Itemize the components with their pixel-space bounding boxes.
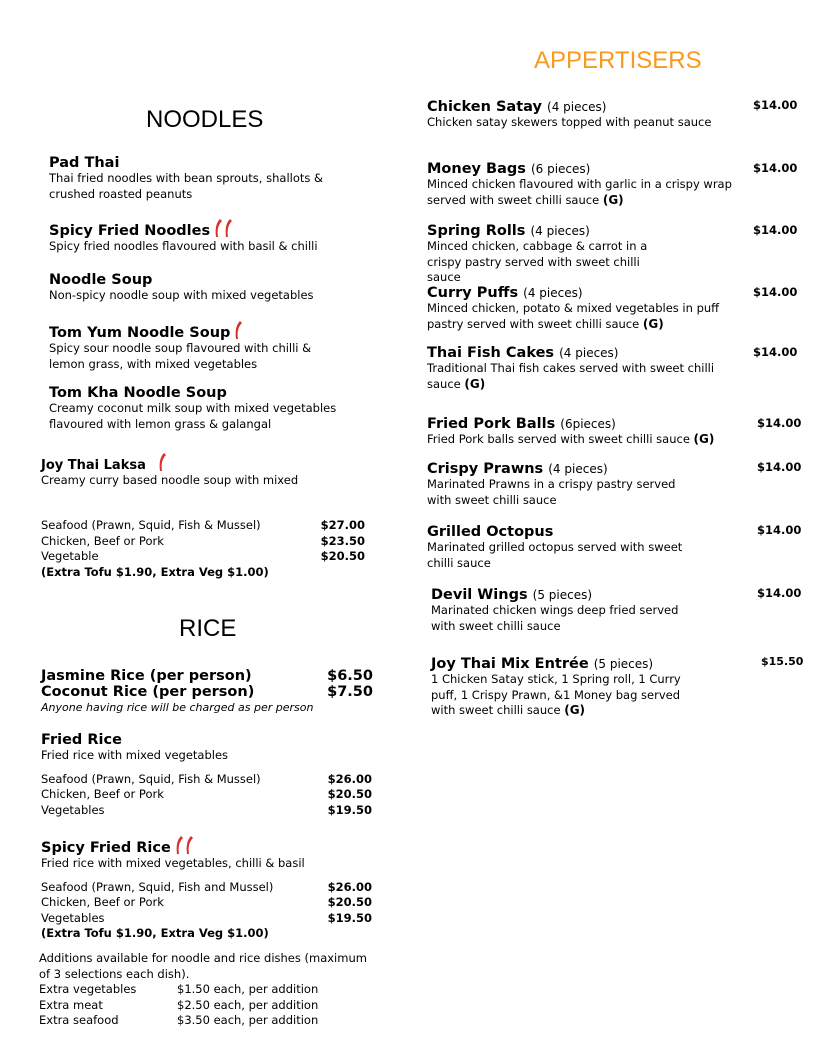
item-desc: Spicy sour noodle soup flavoured with chilli & lemon grass, with mixed vegetables	[49, 341, 312, 371]
price-row	[41, 668, 373, 684]
item-name: Fried Rice	[41, 732, 122, 748]
menu-item	[427, 461, 697, 508]
item-name: Coconut Rice (per person)	[41, 684, 255, 700]
appetisers-title: APPERTISERS	[534, 47, 702, 74]
menu-item	[427, 223, 677, 286]
item-desc: Minced chicken, cabbage & carrot in a crispy pastry served with sweet chilli sauce	[427, 239, 648, 284]
price-label: Seafood (Prawn, Squid, Fish & Mussel)	[41, 771, 261, 786]
price-label: Seafood (Prawn, Squid, Fish and Mussel)	[41, 879, 274, 894]
item-price: $14.00	[757, 523, 802, 537]
rice-base-list	[41, 668, 373, 716]
item-price: $14.00	[757, 586, 802, 600]
item-pieces: (4 pieces)	[530, 224, 590, 238]
price-label: Vegetable	[41, 549, 99, 563]
price-row	[41, 684, 373, 700]
price-row	[41, 549, 365, 565]
menu-item	[431, 587, 701, 634]
item-desc: Minced chicken, potato & mixed vegetables in puff pastry served with sweet chilli sauce	[427, 301, 720, 331]
menu-item	[427, 161, 747, 208]
menu-item	[427, 99, 747, 131]
item-desc: Traditional Thai fish cakes served with sweet chilli sauce	[427, 361, 715, 391]
item-name: Curry Puffs	[427, 285, 519, 301]
item-name: Fried Pork Balls	[427, 416, 556, 432]
item-name: Thai Fish Cakes	[427, 345, 555, 361]
price-row	[41, 803, 372, 819]
addition-row	[39, 998, 369, 1014]
price-value: $19.50	[327, 802, 372, 817]
chili-icon	[185, 836, 194, 856]
price-label: Chicken, Beef or Pork	[41, 895, 164, 909]
menu-item	[427, 416, 747, 448]
gluten-note: (G)	[602, 192, 624, 207]
item-name: Spicy Fried Rice	[41, 840, 171, 856]
menu-item	[431, 656, 706, 719]
item-name: Noodle Soup	[49, 272, 153, 288]
rice-note: Anyone having rice will be charged as per person	[41, 701, 314, 714]
price-row	[41, 911, 372, 927]
item-name: Pad Thai	[49, 155, 120, 171]
item-name: Grilled Octopus	[427, 524, 554, 540]
price-row	[41, 787, 372, 803]
item-desc: Fried Pork balls served with sweet chilli sauce	[427, 432, 690, 446]
menu-item	[49, 155, 369, 202]
item-name: Devil Wings	[431, 587, 528, 603]
item-pieces: (5 pieces)	[593, 657, 654, 671]
item-price: $15.50	[761, 655, 804, 668]
price-label: Vegetables	[41, 910, 105, 925]
price-row	[41, 772, 372, 788]
item-name: Crispy Prawns	[427, 461, 544, 477]
price-value: $23.50	[320, 533, 365, 548]
item-pieces: (4 pieces)	[523, 286, 583, 300]
item-desc: Fried rice with mixed vegetables	[41, 748, 229, 762]
price-row	[41, 534, 365, 550]
item-pieces: (6 pieces)	[530, 162, 591, 176]
gluten-note: (G)	[464, 376, 486, 391]
item-price: $14.00	[753, 223, 798, 237]
price-label: Vegetables	[41, 802, 105, 817]
item-price: $14.00	[757, 416, 802, 430]
price-row	[41, 895, 372, 911]
addition-value: $2.50 each, per addition	[177, 997, 319, 1012]
item-desc: Chicken satay skewers topped with peanut sauce	[427, 115, 712, 129]
item-price: $14.00	[757, 460, 802, 474]
item-desc: Marinated grilled octopus served with sweet chilli sauce	[427, 540, 683, 570]
item-desc: Creamy curry based noodle soup with mixed	[41, 473, 299, 487]
item-name: Tom Kha Noodle Soup	[49, 385, 227, 401]
item-pieces: (6pieces)	[560, 417, 616, 431]
item-name: Spring Rolls	[427, 223, 526, 239]
menu-item	[49, 272, 369, 304]
chili-icon	[214, 219, 223, 239]
price-value: $20.50	[327, 895, 372, 909]
menu-item	[41, 453, 361, 489]
item-desc: Thai fried noodles with bean sprouts, shallots & crushed roasted peanuts	[49, 171, 323, 201]
addition-value: $1.50 each, per addition	[177, 982, 319, 996]
item-price: $14.00	[753, 345, 798, 359]
chili-icon	[224, 219, 233, 239]
price-value: $20.50	[320, 549, 365, 563]
item-pieces: (5 pieces)	[532, 588, 593, 602]
price-value: $26.00	[327, 879, 372, 894]
menu-item	[427, 524, 687, 571]
noodle-price-list	[41, 518, 365, 580]
price-value: $19.50	[327, 910, 372, 925]
item-desc: Fried rice with mixed vegetables, chilli & basil	[41, 856, 305, 870]
item-pieces: (4 pieces)	[548, 462, 608, 476]
gluten-note: (G)	[642, 316, 664, 331]
rice-title: RICE	[179, 615, 237, 642]
extras-note: (Extra Tofu $1.90, Extra Veg $1.00)	[41, 564, 269, 579]
item-name: Jasmine Rice (per person)	[41, 668, 252, 684]
menu-item	[427, 285, 745, 332]
item-desc: Marinated Prawns in a crispy pastry served with sweet chilli sauce	[427, 477, 676, 507]
price-row	[41, 518, 365, 534]
price-value: $26.00	[327, 771, 372, 786]
item-desc: 1 Chicken Satay stick, 1 Spring roll, 1 Curry puff, 1 Crispy Prawn, &1 Money bag served with sweet chilli sauce	[431, 672, 681, 717]
price-value: $7.50	[327, 684, 373, 700]
gluten-note: (G)	[693, 432, 715, 446]
noodles-title: NOODLES	[146, 106, 264, 133]
price-value: $20.50	[327, 787, 372, 801]
price-row	[41, 880, 372, 896]
menu-item	[427, 345, 743, 392]
rice-price-list	[41, 772, 372, 819]
price-label: Chicken, Beef or Pork	[41, 787, 164, 801]
menu-item	[41, 836, 373, 942]
gluten-note: (G)	[564, 703, 586, 717]
additions-block	[39, 951, 369, 1029]
item-name: Joy Thai Mix Entrée	[431, 656, 589, 672]
addition-value: $3.50 each, per addition	[177, 1013, 319, 1027]
chili-icon	[175, 836, 184, 856]
rice-price-list	[41, 880, 372, 942]
item-desc: Creamy coconut milk soup with mixed vegetables flavoured with lemon grass & galangal	[49, 401, 337, 431]
price-label: Seafood (Prawn, Squid, Fish & Mussel)	[41, 518, 261, 532]
price-label: Chicken, Beef or Pork	[41, 533, 164, 548]
menu-item	[49, 385, 339, 432]
item-name: Joy Thai Laksa	[41, 458, 146, 473]
item-desc: Minced chicken flavoured with garlic in a crispy wrap served with sweet chilli sauce	[427, 177, 732, 207]
extras-note: (Extra Tofu $1.90, Extra Veg $1.00)	[41, 926, 269, 940]
addition-row	[39, 982, 369, 998]
item-name: Tom Yum Noodle Soup	[49, 325, 231, 341]
chili-icon	[158, 453, 167, 473]
item-desc: Spicy fried noodles flavoured with basil & chilli	[49, 239, 318, 253]
item-name: Money Bags	[427, 161, 526, 177]
item-pieces: (4 pieces)	[547, 100, 607, 114]
item-price: $14.00	[753, 98, 798, 112]
item-pieces: (4 pieces)	[559, 346, 619, 360]
item-desc: Non-spicy noodle soup with mixed vegetables	[49, 288, 314, 302]
addition-row	[39, 1013, 369, 1029]
menu-item	[49, 321, 349, 372]
chili-icon	[234, 321, 243, 341]
addition-label: Extra vegetables	[39, 982, 137, 996]
item-name: Spicy Fried Noodles	[49, 223, 211, 239]
item-price: $14.00	[753, 161, 798, 175]
addition-label: Extra meat	[39, 997, 103, 1012]
price-value: $27.00	[320, 518, 365, 532]
item-price: $14.00	[753, 285, 798, 299]
menu-item	[49, 219, 369, 255]
item-name: Chicken Satay	[427, 99, 542, 115]
menu-item	[41, 732, 373, 818]
item-desc: Marinated chicken wings deep fried served with sweet chilli sauce	[431, 603, 679, 633]
additions-intro: Additions available for noodle and rice dishes (maximum of 3 selections each dish).	[39, 951, 367, 981]
price-value: $6.50	[327, 668, 373, 684]
addition-label: Extra seafood	[39, 1013, 119, 1027]
